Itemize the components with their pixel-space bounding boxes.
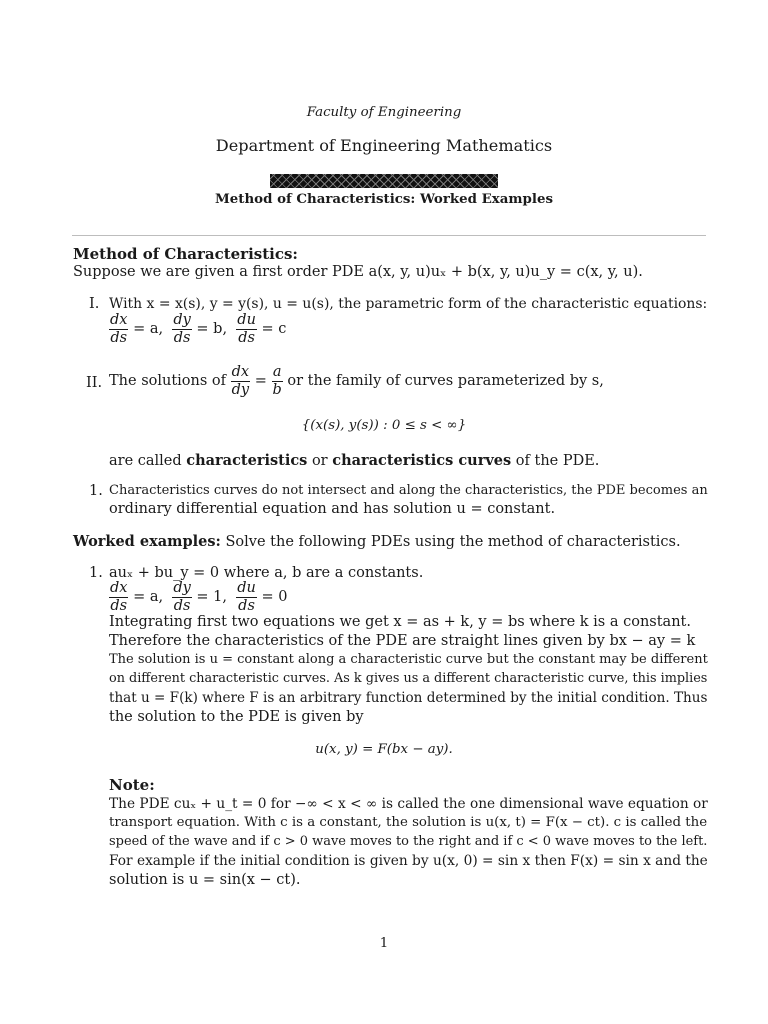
text-span: or the family of curves parameterized by s, xyxy=(287,373,604,390)
text-line: Therefore the characteristics of the PDE are straight lines given by bx − ay = k xyxy=(109,633,696,649)
text-span: The solutions of xyxy=(109,373,227,390)
list-item-text: With x = x(s), y = y(s), u = u(s), the parametric form of the characteristic equations: xyxy=(109,296,708,312)
equation-rhs: = a, xyxy=(133,321,164,338)
page-number: 1 xyxy=(379,936,389,951)
list-marker: I. xyxy=(89,296,100,312)
section-heading: Method of Characteristics: xyxy=(73,245,298,263)
fraction: $\frac{a}{b}$ xyxy=(272,364,282,398)
text-line: speed of the wave and if c > 0 wave moves to the right and if c < 0 wave moves to the left. xyxy=(109,834,708,849)
list-item-text: ordinary differential equation and has solution u = constant. xyxy=(109,501,556,517)
text-span: are called xyxy=(109,453,182,469)
text-line: that u = F(k) where F is an arbitrary function determined by the initial condition. Thus xyxy=(109,690,708,706)
solution-display-equation: u(x, y) = F(bx − ay). xyxy=(315,742,453,757)
document-title: Method of Characteristics: Worked Examples xyxy=(215,191,553,207)
text-line: transport equation. With c is a constant, the solution is u(x, t) = F(x − ct). c is called the xyxy=(109,815,708,830)
text-span: or xyxy=(311,453,328,469)
list-item-text: Characteristics curves do not intersect and along the characteristics, the PDE becomes an xyxy=(109,483,708,498)
fraction: $\frac{dy}{ds}$ xyxy=(173,312,191,346)
department-title: Department of Engineering Mathematics xyxy=(215,136,553,155)
horizontal-rule xyxy=(72,235,706,236)
fraction: $\frac{dy}{ds}$ xyxy=(173,580,191,614)
note-heading: Note: xyxy=(109,776,155,794)
equation-rhs: = c xyxy=(261,321,287,338)
list-marker: II. xyxy=(86,375,103,391)
text-line: Integrating first two equations we get x = as + k, y = bs where k is a constant. xyxy=(109,614,691,630)
equals-sign: = xyxy=(254,373,267,390)
fraction: $\frac{du}{ds}$ xyxy=(237,312,256,346)
intro-paragraph: Suppose we are given a first order PDE a(x, y, u)uₓ + b(x, y, u)u_y = c(x, y, u). xyxy=(73,264,643,280)
example-statement: auₓ + bu_y = 0 where a, b are a constants. xyxy=(109,565,424,581)
text-line: the solution to the PDE is given by xyxy=(109,709,364,725)
worked-examples-intro xyxy=(73,533,681,550)
fraction: $\frac{dx}{dy}$ xyxy=(231,364,250,398)
list-marker: 1. xyxy=(89,483,103,499)
equation-rhs: = a, xyxy=(133,589,164,606)
text-line: on different characteristic curves. As k gives us a different characteristic curve, this implies xyxy=(109,671,708,686)
equation-rhs: = 1, xyxy=(196,589,227,606)
faculty-line: Faculty of Engineering xyxy=(306,105,462,120)
text-line: The solution is u = constant along a characteristic curve but the constant may be different xyxy=(109,652,708,667)
text-span: Solve the following PDEs using the method of characteristics. xyxy=(225,534,681,550)
list-item-text xyxy=(109,364,604,398)
redaction-bar xyxy=(270,174,498,188)
set-display-equation: {(x(s), y(s)) : 0 ≤ s < ∞} xyxy=(301,418,467,433)
text-span: of the PDE. xyxy=(515,453,600,469)
characteristics-definition xyxy=(109,452,599,469)
text-line: For example if the initial condition is given by u(x, 0) = sin x then F(x) = sin x and the xyxy=(109,853,708,869)
equation-rhs: = b, xyxy=(196,321,228,338)
characteristic-equations xyxy=(109,580,287,614)
text-line: solution is u = sin(x − ct). xyxy=(109,872,301,888)
characteristic-equations xyxy=(109,312,286,346)
equation-rhs: = 0 xyxy=(261,589,288,606)
bold-term: characteristics xyxy=(186,452,308,469)
fraction: $\frac{dx}{ds}$ xyxy=(110,580,128,614)
fraction: $\frac{dx}{ds}$ xyxy=(110,312,128,346)
text-line: The PDE cuₓ + u_t = 0 for −∞ < x < ∞ is called the one dimensional wave equation or xyxy=(109,796,708,812)
list-marker: 1. xyxy=(89,565,103,581)
bold-term: characteristics curves xyxy=(332,452,512,469)
section-heading: Worked examples: xyxy=(73,533,221,550)
fraction: $\frac{du}{ds}$ xyxy=(237,580,256,614)
